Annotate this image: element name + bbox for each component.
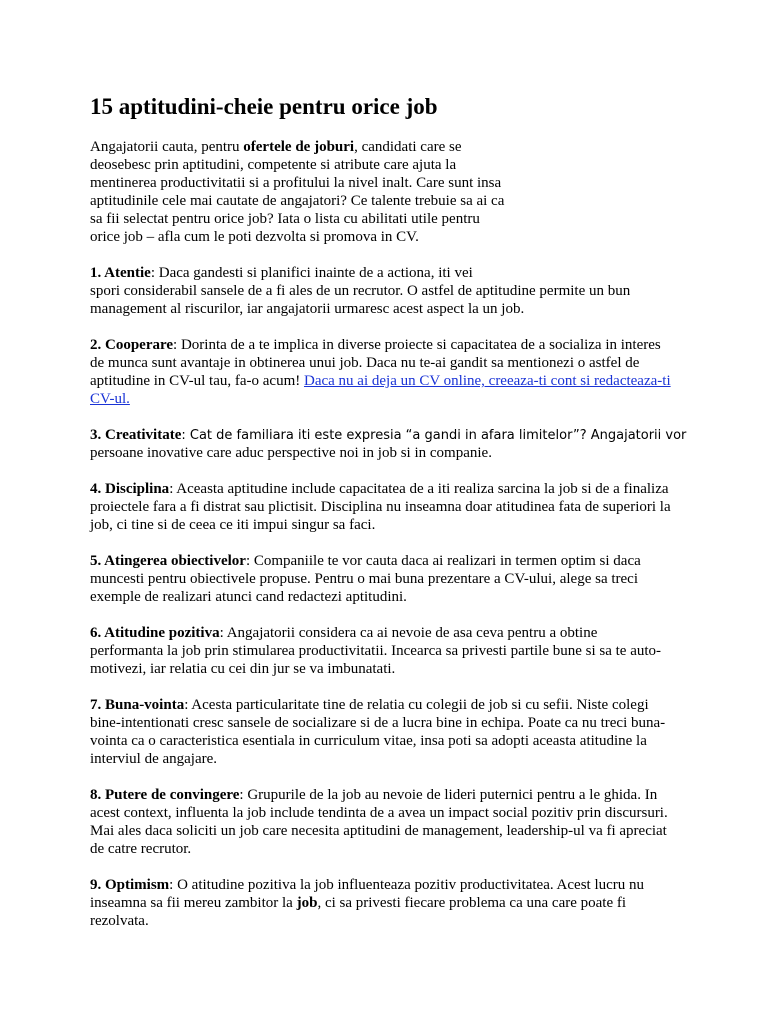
text-run: bine-intentionati cresc sansele de socializare si de a lucra bine in echipa. Poate ca nu treci buna- [90,715,666,731]
text-run: job, ci tine si de ceea ce iti impui singur sa faci. [90,517,376,533]
text-line [90,876,690,894]
bold-term: 2. Cooperare [90,337,174,353]
text-run: : Dorinta de a te implica in diverse proiecte si capacitatea de a socializa in interes [173,337,661,353]
text-line [90,282,690,300]
text-line [90,912,690,930]
skill-9-optimism [90,876,690,930]
text-run: : Angajatorii considera ca ai nevoie de asa ceva pentru a obtine [219,625,598,641]
text-run: : Aceasta aptitudine include capacitatea de a iti realiza sarcina la job si de a finaliza [169,481,669,497]
text-run: : Cat de familiara iti este expresia “a gandi in afara limitelor”? Angajatorii vor [181,428,687,443]
text-line [90,894,690,912]
text-run: proiectele fara a fi distrat sau plictisit. Disciplina nu inseamna doar atitudinea fata de superiori la [90,499,671,515]
skill-5-atingerea-obiectivelor [90,552,690,606]
text-line [90,354,690,372]
text-run: Mai ales daca soliciti un job care necesita aptitudini de management, leadership-ul va fi apreciat [90,823,667,839]
text-line [90,426,690,444]
text-line [90,156,690,174]
text-line [90,624,690,642]
text-line [90,552,690,570]
text-line [90,696,690,714]
document-body [90,138,690,948]
skill-2-cooperare [90,336,690,408]
text-line [90,786,690,804]
bold-term: 1. Atentie [90,265,151,281]
text-run: , ci sa privesti fiecare problema ca una care poate fi [317,895,627,911]
text-line [90,570,690,588]
text-run: : Grupurile de la job au nevoie de lideri puternici pentru a le ghida. In [239,787,658,803]
bold-term: 4. Disciplina [90,481,170,497]
text-line [90,138,690,156]
text-line [90,840,690,858]
text-run: persoane inovative care aduc perspective noi in job si in companie. [90,445,492,461]
create-cv-link[interactable]: Daca nu ai deja un CV online, creeaza-ti cont si redacteaza-ti [303,373,671,389]
text-line [90,444,690,462]
text-line [90,498,690,516]
text-run: : Companiile te vor cauta daca ai realizari in termen optim si daca [245,553,641,569]
text-line [90,210,690,228]
bold-term: ofertele de joburi [243,139,355,155]
text-run: spori considerabil sansele de a fi ales de un recrutor. O astfel de aptitudine permite un bun [90,283,631,299]
text-run: performanta la job prin stimularea productivitatii. Incearca sa privesti partile bune si sa te auto- [90,643,662,659]
text-run: interviul de angajare. [90,751,218,767]
page-title: 15 aptitudini-cheie pentru orice job [90,94,438,119]
text-run: deosebesc prin aptitudini, competente si atribute care ajuta la [90,157,457,173]
text-run: muncesti pentru obiectivele propuse. Pentru o mai buna prezentare a CV-ului, alege sa treci [90,571,639,587]
skill-4-disciplina [90,480,690,534]
text-line [90,588,690,606]
text-line [90,732,690,750]
text-line [90,192,690,210]
bold-term: 6. Atitudine pozitiva [90,625,220,641]
skill-3-creativitate [90,426,690,462]
text-line [90,228,690,246]
bold-term: 7. Buna-vointa [90,697,185,713]
text-line [90,372,690,390]
text-line [90,822,690,840]
intro-paragraph [90,138,690,246]
skill-6-atitudine-pozitiva [90,624,690,678]
text-run: management al riscurilor, iar angajatorii urmaresc acest aspect la un job. [90,301,525,317]
text-run: vointa ca o caracteristica esentiala in curriculum vitae, insa poti sa adopti aceasta atitudine la [90,733,647,749]
text-run: : Acesta particularitate tine de relatia cu colegii de job si cu sefii. Niste colegi [184,697,649,713]
text-run: de munca sunt avantaje in obtinerea unui job. Daca nu te-ai gandit sa mentionezi o astfel de [90,355,640,371]
text-run: : Daca gandesti si planifici inainte de a actiona, iti vei [150,265,473,281]
text-line [90,516,690,534]
text-run: exemple de realizari atunci cand redactezi aptitudini. [90,589,407,605]
bold-term: 3. Creativitate [90,427,182,443]
bold-term: 9. Optimism [90,877,170,893]
skill-8-putere-de-convingere [90,786,690,858]
text-run: , candidati care se [354,139,462,155]
text-line [90,714,690,732]
text-line [90,660,690,678]
text-line [90,750,690,768]
bold-term: job [296,895,318,911]
text-run: de catre recrutor. [90,841,192,857]
skill-1-atentie [90,264,690,318]
text-run: sa fii selectat pentru orice job? Iata o lista cu abilitati utile pentru [90,211,480,227]
text-run: acest context, influenta la job include tendinta de a avea un impact social pozitiv prin discursuri. [90,805,668,821]
text-run: motivezi, iar relatia cu cei din jur se va imbunatati. [90,661,396,677]
bold-term: 5. Atingerea obiectivelor [90,553,246,569]
text-line [90,804,690,822]
text-line [90,174,690,192]
text-line [90,264,690,282]
text-run: inseamna sa fii mereu zambitor la [90,895,297,911]
bold-term: 8. Putere de convingere [90,787,240,803]
text-line [90,480,690,498]
text-run: rezolvata. [90,913,149,929]
text-line [90,390,690,408]
create-cv-link[interactable]: CV-ul. [90,391,130,407]
text-run: aptitudine in CV-ul tau, fa-o acum! [90,373,304,389]
text-run: Angajatorii cauta, pentru [90,139,244,155]
text-line [90,300,690,318]
text-run: orice job – afla cum le poti dezvolta si promova in CV. [90,229,419,245]
text-run: aptitudinile cele mai cautate de angajatori? Ce talente trebuie sa ai ca [90,193,505,209]
text-run: : O atitudine pozitiva la job influenteaza pozitiv productivitatea. Acest lucru nu [169,877,645,893]
text-run: mentinerea productivitatii si a profitului la nivel inalt. Care sunt insa [90,175,502,191]
text-line [90,642,690,660]
skill-7-buna-vointa [90,696,690,768]
text-line [90,336,690,354]
